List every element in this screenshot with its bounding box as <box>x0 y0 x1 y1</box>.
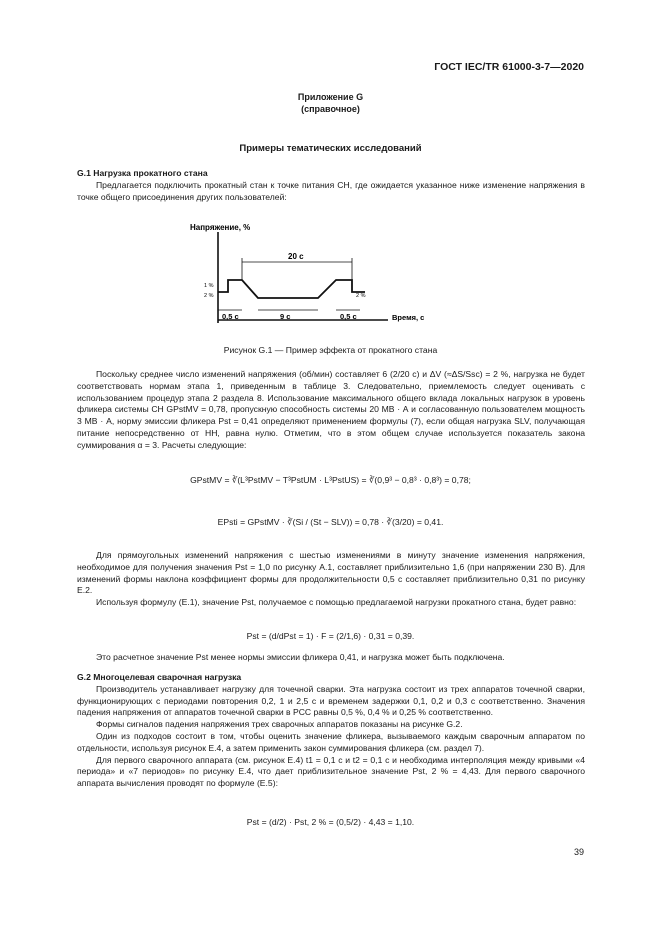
paragraph: Формы сигналов падения напряжения трех сварочных аппаратов показаны на рисунке G.2. <box>96 719 463 730</box>
seg-mid-label: 9 с <box>280 312 291 321</box>
dv-left-label: 2 % <box>204 293 214 299</box>
document-id: ГОСТ IEC/TR 61000-3-7—2020 <box>434 61 584 73</box>
annex-subtitle: (справочное) <box>301 104 360 114</box>
annex-title: Приложение G <box>297 92 364 102</box>
voltage-change-figure <box>170 218 450 338</box>
paragraph: Используя формулу (Е.1), значение Pst, получаемое с помощью предлагаемой нагрузки прокатного стана, будет равно: <box>96 597 577 608</box>
section-g2 <box>77 672 585 790</box>
paragraph: Для прямоугольных изменений напряжения с шестью изменениями в минуту значение изменения напряжения, необходимое для получения значения Pst = 1,0 по рисунку А.1, составляет приблизительно 1,6 (при напряжении 230 В). Для изменений формы наклона коэффициент формы для продолжительности 0,5 с составляет приблизительно 0,31 по рисунку Е.2. <box>77 550 585 596</box>
annex-heading: Примеры тематических исследований <box>239 143 422 154</box>
section-g1-conclusion <box>77 652 585 664</box>
paragraph: Один из подходов состоит в том, чтобы оценить значение фликера, вызываемого каждым сварочным аппаратом по отдельности, используя рисунок Е.4, а затем применить закон суммирования фликера (см. раздел 7). <box>77 730 585 753</box>
figure-y-label: Напряжение, % <box>190 223 251 232</box>
section-g2-heading: G.2 Многоцелевая сварочная нагрузка <box>77 672 242 682</box>
paragraph: Для первого сварочного аппарата (см. рисунок Е.4) t1 = 0,1 с и t2 = 0,1 с и необходима интерполяция между кривыми «4 периода» и «7 периодов» по рисунку Е.4, что дает приблизительное значение Pst, 2 % = 4,43. Для первого сварочного аппарата вычисления проводят по формуле (Е.5): <box>77 754 585 789</box>
equation-2: EPsti = GPstMV · ∛(Si / (St − SLV)) = 0,78 · ∛(3/20) = 0,41. <box>217 517 444 527</box>
paragraph: Это расчетное значение Pst менее нормы эмиссии фликера 0,41, и нагрузка может быть подключена. <box>96 652 505 662</box>
voltage-waveform <box>218 280 365 298</box>
dv-top-label: 1 % <box>204 283 214 289</box>
figure-caption: Рисунок G.1 — Пример эффекта от прокатного стана <box>223 345 438 355</box>
paragraph: Предлагается подключить прокатный стан к точке питания СН, где ожидается указанное ниже изменение напряжения в точке общего присоединения других пользователей: <box>77 179 585 202</box>
section-g1-body <box>77 369 585 452</box>
equation-4: Pst = (d/2) · Pst, 2 % = (0,5/2) · 4,43 = 1,10. <box>246 817 415 827</box>
span-label: 20 с <box>288 252 304 261</box>
paragraph: Поскольку среднее число изменений напряжения (об/мин) составляет 6 (2/20 с) и ΔV (≈ΔS/Ssc) = 2 %, нагрузка не будет соответствовать нормам этапа 1, приведенным в таблице 3. Следовательно, приемлемость следует оценивать с использованием процедур этапа 2 раздела 8. Использование максимального общего вклада локальных нагрузок в уровень фликера системы СН GPstMV = 0,78, пропускную способность системы 20 МВ · А и согласованную пользователем мощность 3 МВ · А, норму эмиссии фликера Pst = 0,41 определяют применением формулы (7), если общая нагрузка SLV, получающая питание непосредственно от НН, равна нулю. Отметим, что в этом общем случае используется показатель закона суммирования α = 3. Расчеты следующие: <box>77 369 585 450</box>
section-g1-intro <box>77 168 585 203</box>
seg-right-label: 0,5 с <box>340 312 357 321</box>
seg-left-label: 0,5 с <box>222 312 239 321</box>
dv-right-label: 2 % <box>356 293 366 299</box>
equation-3: Pst = (d/dPst = 1) · F = (2/1,6) · 0,31 = 0,39. <box>246 631 415 641</box>
section-g1-heading: G.1 Нагрузка прокатного стана <box>77 168 208 178</box>
section-g1-body-2 <box>77 550 585 609</box>
figure-x-label: Время, с <box>392 313 425 322</box>
paragraph: Производитель устанавливает нагрузку для точечной сварки. Эта нагрузка состоит из трех аппаратов точечной сварки, функционирующих с периодами повторения 0,2, 1 и 2,5 с и временем задержки 0,1, 0,2 и 0,3 с соответственно. Значения падения напряжения от аппаратов точечной сварки в PCC равны 0,5 %, 0,4 % и 0,25 % соответственно. <box>77 683 585 718</box>
equation-1: GPstMV = ∛(L³PstMV − T³PstUM · L³PstUS) = ∛(0,9³ − 0,8³ · 0,8³) = 0,78; <box>190 475 471 485</box>
page-number: 39 <box>573 847 584 857</box>
